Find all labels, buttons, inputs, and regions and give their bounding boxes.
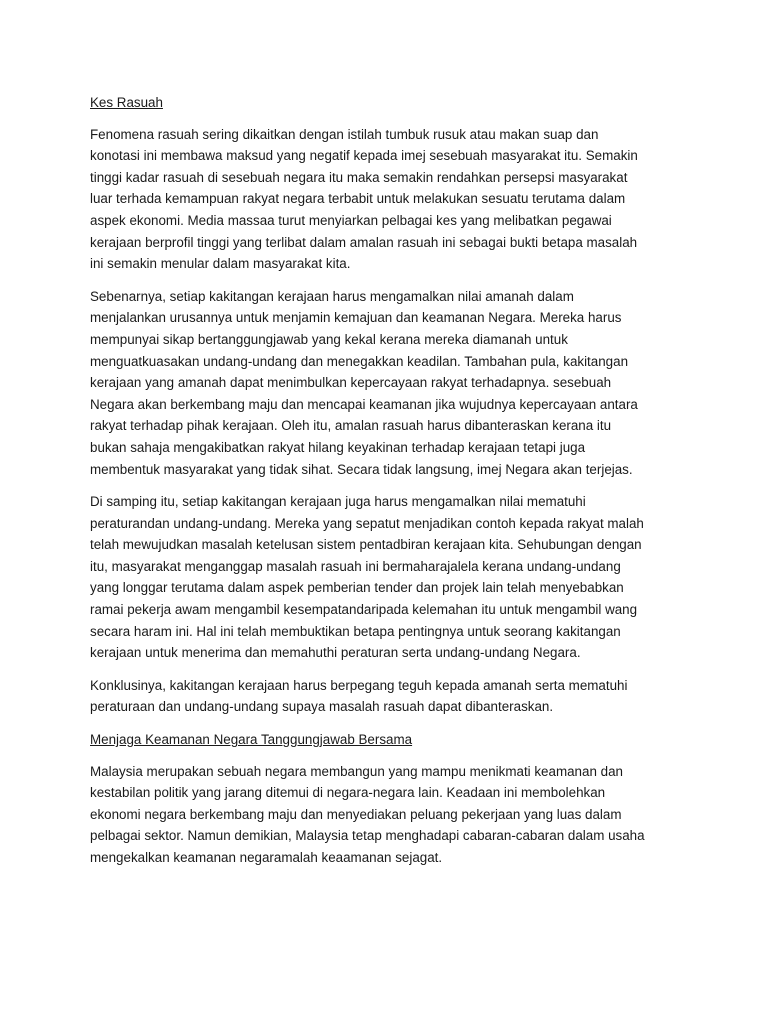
text-line: itu, masyarakat menganggap masalah rasuah ini bermaharajalela kerana undang-undang bbox=[90, 558, 621, 574]
text-line: secara haram ini. Hal ini telah membuktikan betapa pentingnya untuk seorang kakitangan bbox=[90, 623, 621, 639]
text-line: tinggi kadar rasuah di sesebuah negara itu maka semakin rendahkan persepsi masyarakat bbox=[90, 169, 628, 185]
paragraph bbox=[90, 124, 690, 275]
text-line: bukan sahaja mengakibatkan rakyat hilang keyakinan terhadap kerajaan tetapi juga bbox=[90, 439, 586, 455]
text-line: kerajaan berprofil tinggi yang terlibat dalam amalan rasuah ini sebagai bukti betapa masalah bbox=[90, 234, 638, 250]
text-line: Konklusinya, kakitangan kerajaan harus berpegang teguh kepada amanah serta mematuhi bbox=[90, 677, 628, 693]
section-heading-kes-rasuah: Kes Rasuah bbox=[90, 95, 163, 110]
text-line: membentuk masyarakat yang tidak sihat. Secara tidak langsung, imej Negara akan terjejas. bbox=[90, 461, 633, 477]
paragraph bbox=[90, 286, 690, 480]
text-line: Di samping itu, setiap kakitangan kerajaan juga harus mengamalkan nilai mematuhi bbox=[90, 494, 586, 510]
text-line: ramai pekerja awam mengambil kesempatandaripada kelemahan itu untuk mengambil wang bbox=[90, 602, 638, 618]
paragraph bbox=[90, 761, 690, 869]
text-line: Fenomena rasuah sering dikaitkan dengan istilah tumbuk rusuk atau makan suap dan bbox=[90, 126, 599, 142]
text-line: menjalankan urusannya untuk menjamin kemajuan dan keamanan Negara. Mereka harus bbox=[90, 310, 622, 326]
text-line: mengekalkan keamanan negaramalah keaamanan sejagat. bbox=[90, 850, 443, 865]
text-line: Malaysia merupakan sebuah negara membangun yang mampu menikmati keamanan dan bbox=[90, 763, 623, 779]
text-line: Sebenarnya, setiap kakitangan kerajaan harus mengamalkan nilai amanah dalam bbox=[90, 288, 574, 304]
text-line: luar terhada kemampuan rakyat negara terbabit untuk melakukan sesuatu terutama dalam bbox=[90, 191, 626, 207]
section-heading-menjaga-keamanan: Menjaga Keamanan Negara Tanggungjawab Bersama bbox=[90, 732, 413, 748]
text-line: kerajaan untuk menerima dan memahuthi peraturan serta undang-undang Negara. bbox=[90, 645, 581, 661]
paragraph bbox=[90, 491, 690, 664]
text-line: ini semakin menular dalam masyarakat kita. bbox=[90, 256, 351, 272]
text-line: aspek ekonomi. Media massaa turut menyiarkan pelbagai kes yang melibatkan pegawai bbox=[90, 212, 612, 228]
text-line: peraturaan dan undang-undang supaya masalah rasuah dapat dibanteraskan. bbox=[90, 699, 554, 715]
text-line: konotasi ini membawa maksud yang negatif kepada imej sesebuah masyarakat itu. Semakin bbox=[90, 148, 638, 164]
text-line: yang longgar terutama dalam aspek pemberian tender dan projek lain telah menyebabkan bbox=[90, 580, 624, 596]
text-line: kestabilan politik yang jarang ditemui di negara-negara lain. Keadaan ini membolehkan bbox=[90, 785, 606, 801]
text-line: rakyat terhadap pihak kerajaan. Oleh itu, amalan rasuah harus dibanteraskan kerana itu bbox=[90, 418, 612, 434]
text-line: Negara akan berkembang maju dan mencapai keamanan jika wujudnya kepercayaan antara bbox=[90, 396, 638, 412]
text-line: mempunyai sikap bertanggungjawab yang kekal kerana mereka diamanah untuk bbox=[90, 331, 568, 347]
text-line: peraturandan undang-undang. Mereka yang sepatut menjadikan contoh kepada rakyat malah bbox=[90, 515, 644, 531]
document-page bbox=[90, 92, 690, 880]
text-line: menguatkuasakan undang-undang dan menegakkan keadilan. Tambahan pula, kakitangan bbox=[90, 353, 629, 369]
text-line: pelbagai sektor. Namun demikian, Malaysia tetap menghadapi cabaran-cabaran dalam usaha bbox=[90, 828, 645, 844]
text-line: ekonomi negara berkembang maju dan menyediakan peluang pekerjaan yang luas dalam bbox=[90, 806, 622, 822]
text-line: telah mewujudkan masalah ketelusan sistem pentadbiran kerajaan kita. Sehubungan dengan bbox=[90, 537, 642, 553]
text-line: kerajaan yang amanah dapat menimbulkan kepercayaan rakyat terhadapnya. sesebuah bbox=[90, 375, 612, 391]
paragraph bbox=[90, 675, 690, 718]
